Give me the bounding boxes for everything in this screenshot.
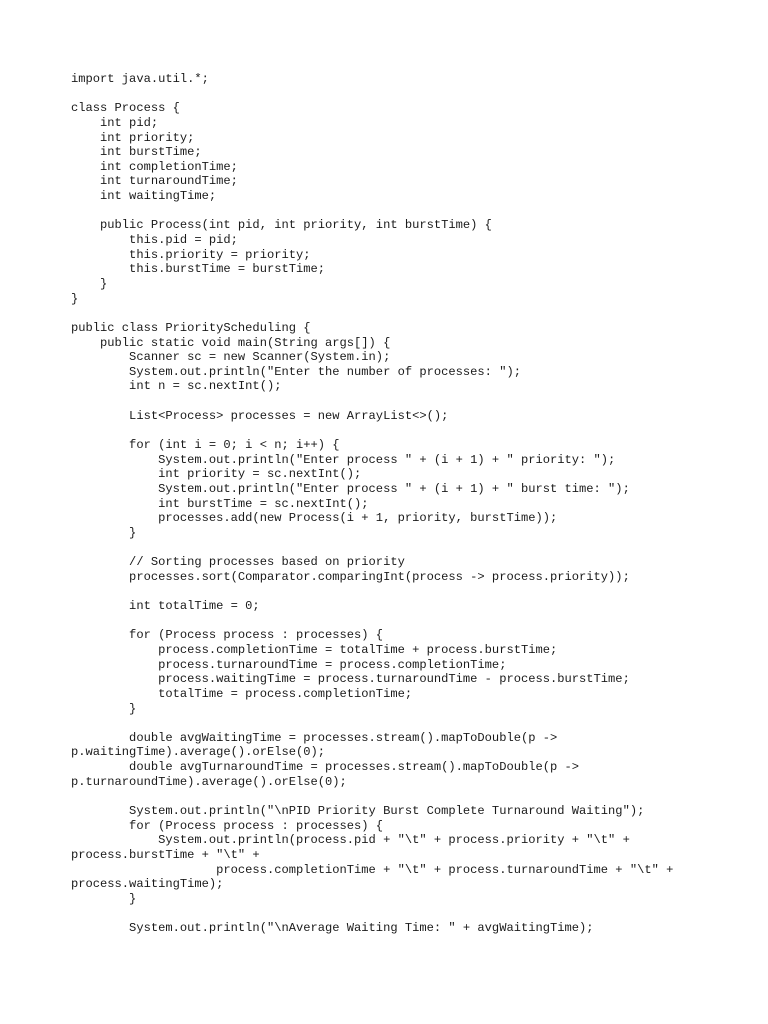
code-line: System.out.println(process.pid + "\t" + process.priority + "\t" + <box>71 833 630 848</box>
code-line: } <box>71 525 137 540</box>
code-line: process.turnaroundTime = process.completionTime; <box>71 657 507 672</box>
code-line: int completionTime; <box>71 159 238 174</box>
code-line: processes.add(new Process(i + 1, priority, burstTime)); <box>71 511 558 526</box>
code-line: int waitingTime; <box>71 189 217 204</box>
code-line: process.completionTime + "\t" + process.turnaroundTime + "\t" + <box>71 862 674 877</box>
code-line: } <box>71 891 137 906</box>
code-line: import java.util.*; <box>71 72 209 86</box>
code-line: double avgWaitingTime = processes.stream().mapToDouble(p -> <box>71 730 558 745</box>
code-line: System.out.println("\nAverage Waiting Time: " + avgWaitingTime); <box>71 921 594 936</box>
code-line <box>71 394 761 409</box>
code-line: System.out.println("Enter process " + (i + 1) + " burst time: "); <box>71 481 630 496</box>
code-line: } <box>71 291 79 306</box>
code-block <box>71 72 761 936</box>
code-line <box>71 541 761 556</box>
code-line <box>71 423 761 438</box>
code-line <box>71 204 761 219</box>
code-line: int n = sc.nextInt(); <box>71 379 282 394</box>
code-line: class Process { <box>71 101 180 116</box>
code-line: int burstTime = sc.nextInt(); <box>71 496 369 511</box>
code-line: for (Process process : processes) { <box>71 818 384 833</box>
code-line: // Sorting processes based on priority <box>71 555 405 570</box>
code-line: System.out.println("Enter the number of processes: "); <box>71 364 521 379</box>
code-line: List<Process> processes = new ArrayList<>(); <box>71 408 449 423</box>
code-line: processes.sort(Comparator.comparingInt(process -> process.priority)); <box>71 569 630 584</box>
code-line: totalTime = process.completionTime; <box>71 686 413 701</box>
code-line <box>71 716 761 731</box>
code-line: p.turnaroundTime).average().orElse(0); <box>71 774 347 789</box>
code-line <box>71 907 761 922</box>
code-line <box>71 789 761 804</box>
code-line <box>71 614 761 629</box>
code-line: System.out.println("\nPID Priority Burst Complete Turnaround Waiting"); <box>71 804 645 819</box>
code-line: process.burstTime + "\t" + <box>71 847 260 862</box>
code-line: Scanner sc = new Scanner(System.in); <box>71 350 391 365</box>
code-line: public static void main(String args[]) { <box>71 335 391 350</box>
code-line <box>71 306 761 321</box>
code-line: int totalTime = 0; <box>71 599 260 614</box>
code-line: int pid; <box>71 115 159 130</box>
code-line: p.waitingTime).average().orElse(0); <box>71 745 326 760</box>
code-line: } <box>71 276 108 291</box>
code-line: int burstTime; <box>71 145 202 160</box>
code-line: process.waitingTime = process.turnaroundTime - process.burstTime; <box>71 672 630 687</box>
code-line <box>71 584 761 599</box>
code-line: for (Process process : processes) { <box>71 628 384 643</box>
code-line: this.priority = priority; <box>71 247 311 262</box>
code-line: int priority = sc.nextInt(); <box>71 467 362 482</box>
code-line: } <box>71 701 137 716</box>
code-line: this.pid = pid; <box>71 233 238 248</box>
code-line: this.burstTime = burstTime; <box>71 262 326 277</box>
code-line: for (int i = 0; i < n; i++) { <box>71 438 340 453</box>
code-line: process.completionTime = totalTime + process.burstTime; <box>71 642 558 657</box>
code-line: int turnaroundTime; <box>71 174 238 189</box>
code-line: System.out.println("Enter process " + (i + 1) + " priority: "); <box>71 452 616 467</box>
code-line: public Process(int pid, int priority, int burstTime) { <box>71 218 492 233</box>
code-line <box>71 87 761 102</box>
code-line: double avgTurnaroundTime = processes.stream().mapToDouble(p -> <box>71 760 580 775</box>
code-line: public class PriorityScheduling { <box>71 320 311 335</box>
code-line: process.waitingTime); <box>71 877 224 892</box>
code-line: int priority; <box>71 130 195 145</box>
